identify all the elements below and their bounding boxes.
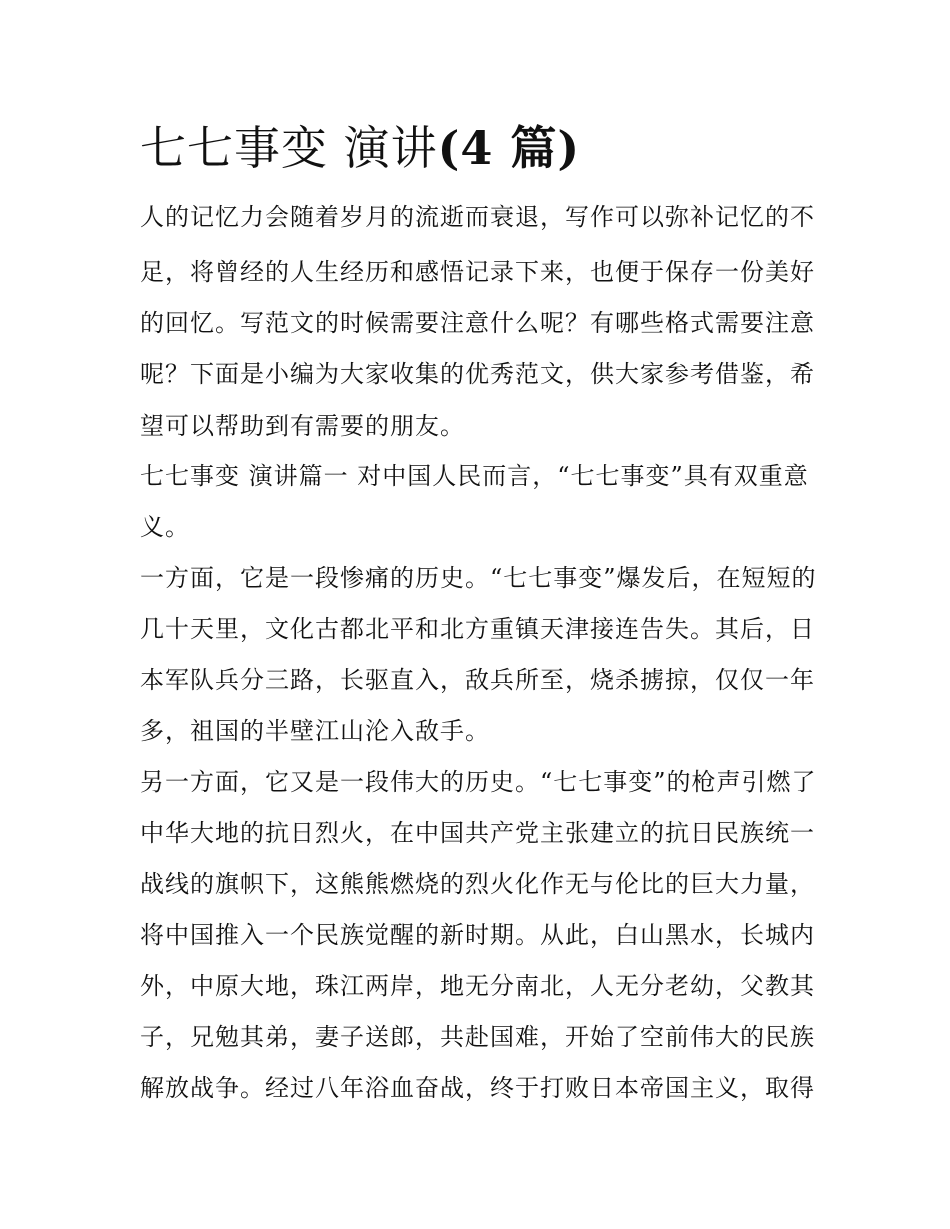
text-line: 本军队兵分三路，长驱直入，敌兵所至，烧杀掳掠，仅仅一年 [140,666,815,694]
text-line: 呢？下面是小编为大家收集的优秀范文，供大家参考借鉴，希 [140,360,815,388]
document-title [140,118,580,178]
text-line: 望可以帮助到有需要的朋友。 [140,412,465,440]
text-line: 七七事变 演讲篇一 对中国人民而言，“七七事变”具有双重意 [140,462,809,490]
title-main: 七七事变 演讲 [140,121,438,175]
text-line: 几十天里，文化古都北平和北方重镇天津接连告失。其后，日 [140,615,815,643]
text-line: 的回忆。写范文的时候需要注意什么呢？有哪些格式需要注意 [140,309,815,337]
text-line: 足，将曾经的人生经历和感悟记录下来，也便于保存一份美好 [140,258,815,286]
text-line: 战线的旗帜下，这熊熊燃烧的烈火化作无与伦比的巨大力量， [140,870,815,898]
text-line: 外，中原大地，珠江两岸，地无分南北，人无分老幼，父教其 [140,972,815,1000]
text-line: 多，祖国的半壁江山沦入敌手。 [140,717,490,745]
text-line: 一方面，它是一段惨痛的历史。“七七事变”爆发后，在短短的 [140,564,817,592]
text-line: 另一方面，它又是一段伟大的历史。“七七事变”的枪声引燃了 [140,768,817,796]
text-line: 义。 [140,513,190,541]
text-line: 人的记忆力会随着岁月的流逝而衰退，写作可以弥补记忆的不 [140,203,815,231]
text-line: 解放战争。经过八年浴血奋战，终于打败日本帝国主义，取得 [140,1074,815,1102]
text-line: 将中国推入一个民族觉醒的新时期。从此，白山黑水，长城内 [140,921,815,949]
text-line: 中华大地的抗日烈火，在中国共产党主张建立的抗日民族统一 [140,819,815,847]
title-suffix: (4 篇) [437,121,581,175]
text-line: 子，兄勉其弟，妻子送郎，共赴国难，开始了空前伟大的民族 [140,1023,815,1051]
